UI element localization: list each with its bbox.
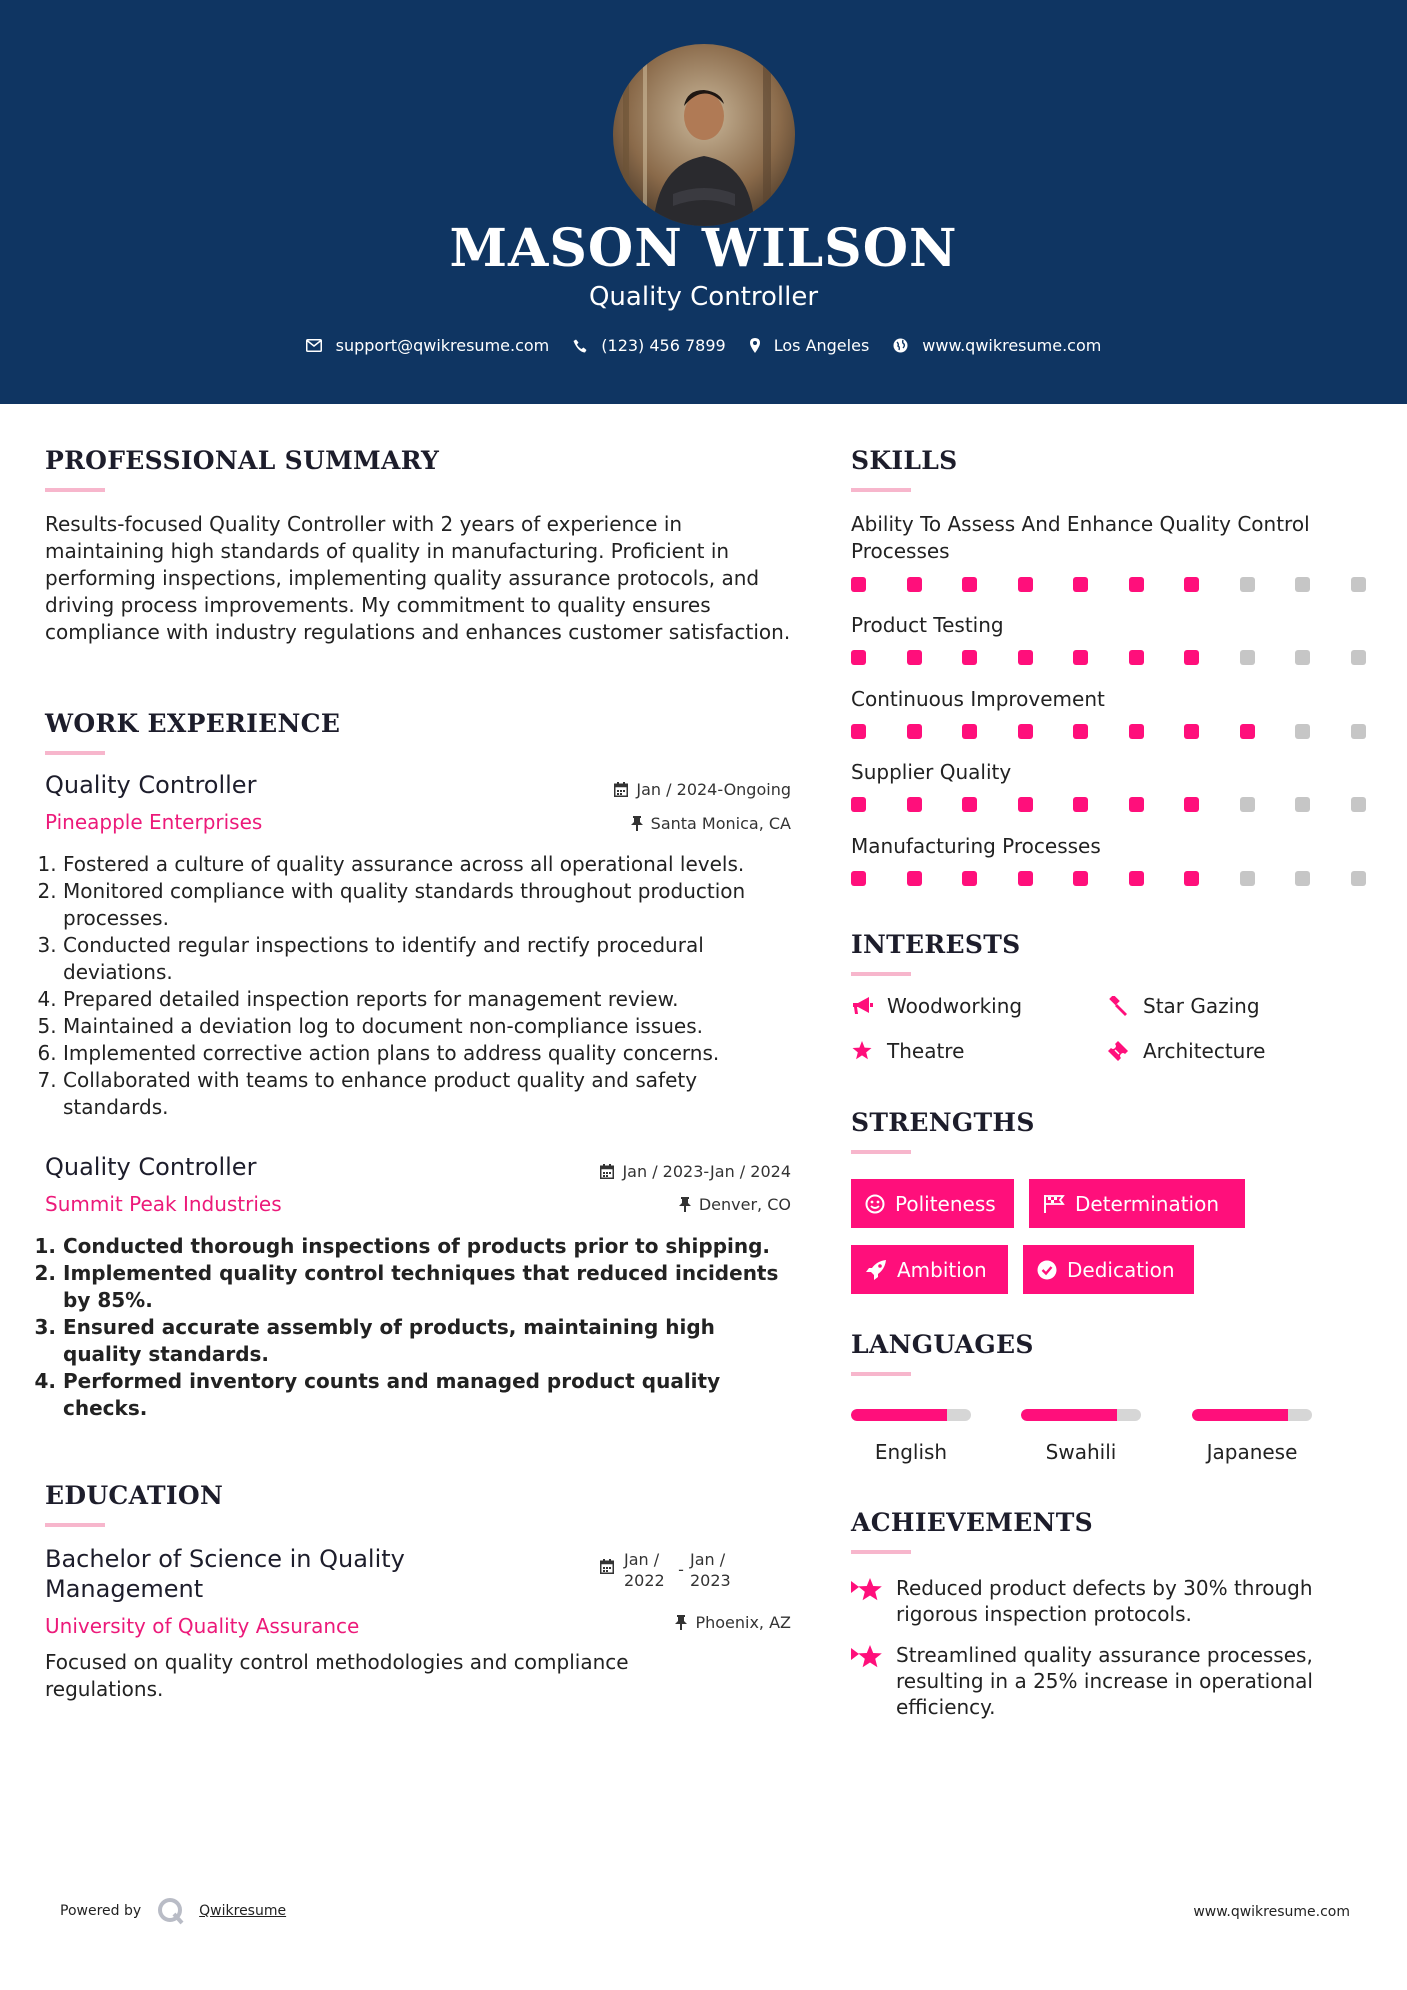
strength-label: Determination — [1075, 1191, 1220, 1216]
language-label: Japanese — [1206, 1440, 1298, 1464]
skill-dot — [851, 871, 866, 886]
skill-rating — [851, 797, 1406, 812]
strength-label: Ambition — [897, 1257, 987, 1282]
summary-text: Results-focused Quality Controller with 2 years of experience in maintaining high standards of quality in manufacturing. Proficient in performing inspections, implementing quality assurance protocols, and driving process improvements. My commitment to quality ensures compliance with industry regulations and enhances customer satisfaction. — [45, 512, 791, 644]
skills-heading: SKILLS — [851, 446, 958, 475]
languages-underline — [851, 1372, 911, 1376]
contact-email[interactable] — [306, 336, 550, 355]
skill-dot — [1240, 724, 1255, 739]
skill-dot — [1184, 577, 1199, 592]
education-date-start: Jan / 2022 — [624, 1550, 665, 1590]
language-level-fill — [1021, 1409, 1117, 1421]
strengths-underline — [851, 1150, 911, 1154]
strength-label: Dedication — [1067, 1257, 1175, 1282]
skill-dot — [1184, 724, 1199, 739]
degree-title: Bachelor of Science in Quality Management — [45, 1545, 405, 1603]
contact-phone-text: (123) 456 7899 — [601, 336, 726, 355]
strength-badge — [1029, 1179, 1245, 1228]
job-location — [540, 1195, 791, 1214]
star-icon — [851, 1041, 873, 1061]
skill-dot — [1240, 577, 1255, 592]
education-description: Focused on quality control methodologies and compliance regulations. — [45, 1650, 629, 1701]
skill-rating — [851, 724, 1406, 739]
profile-photo — [613, 44, 795, 226]
flag-icon — [1043, 1194, 1065, 1214]
school-name: University of Quality Assurance — [45, 1614, 360, 1638]
skill-dot — [1295, 797, 1310, 812]
job-date-text: Jan / 2024-Ongoing — [636, 780, 791, 799]
skill-rating — [851, 871, 1406, 886]
interest-label: Woodworking — [887, 994, 1023, 1018]
smile-icon — [865, 1194, 885, 1214]
skill-dot — [1073, 650, 1088, 665]
education-date-separator: - — [678, 1560, 684, 1579]
skill-name: Supplier Quality — [851, 760, 1012, 784]
achievement-text: Streamlined quality assurance processes, resulting in a 25% increase in operational efficiency. — [896, 1643, 1313, 1719]
experience-heading: WORK EXPERIENCE — [45, 709, 341, 738]
gavel-icon — [1107, 996, 1129, 1016]
list-item: 3. Conducted regular inspections to identify and rectify procedural deviations. — [63, 932, 805, 986]
achievement-item — [851, 1575, 1351, 1627]
interests-heading: INTERESTS — [851, 930, 1021, 959]
list-item: 4. Prepared detailed inspection reports for management review. — [63, 986, 805, 1013]
skill-dot — [907, 724, 922, 739]
star-medal-icon — [851, 1577, 884, 1603]
interests-underline — [851, 972, 911, 976]
company-name: Pineapple Enterprises — [45, 810, 263, 834]
envelope-icon — [306, 339, 322, 352]
job-date-text: Jan / 2023-Jan / 2024 — [622, 1162, 791, 1181]
language-level-bar — [1021, 1409, 1141, 1421]
skill-dot — [851, 650, 866, 665]
job-bullets — [45, 851, 805, 1121]
skill-dot — [1073, 577, 1088, 592]
candidate-name: MASON WILSON — [449, 218, 958, 279]
list-item: 1. Fostered a culture of quality assurance across all operational levels. — [63, 851, 805, 878]
languages-heading: LANGUAGES — [851, 1330, 1034, 1359]
skill-dot — [1018, 650, 1033, 665]
skill-dot — [1184, 650, 1199, 665]
pushpin-icon — [679, 1197, 691, 1212]
skill-name: Ability To Assess And Enhance Quality Control Processes — [851, 512, 1310, 563]
interest-label: Star Gazing — [1143, 994, 1260, 1018]
list-item: 4. Performed inventory counts and managed product quality checks. — [63, 1368, 795, 1422]
skill-dot — [907, 871, 922, 886]
brand-link[interactable]: Qwikresume — [199, 1903, 287, 1919]
education-date — [600, 1549, 738, 1591]
skill-dot — [1295, 650, 1310, 665]
strength-badge — [1023, 1245, 1194, 1294]
skill-dot — [1351, 650, 1366, 665]
job-date — [540, 780, 791, 799]
skill-dot — [907, 650, 922, 665]
skill-dot — [1351, 577, 1366, 592]
interest-label: Architecture — [1143, 1039, 1266, 1063]
skill-dot — [1295, 577, 1310, 592]
powered-by-text: Powered by — [60, 1903, 142, 1919]
pushpin-icon — [675, 1615, 687, 1630]
language-level-fill — [1192, 1409, 1288, 1421]
strength-label: Politeness — [895, 1191, 996, 1216]
skill-rating — [851, 577, 1406, 592]
skill-name: Continuous Improvement — [851, 687, 1105, 711]
calendar-icon — [614, 782, 628, 797]
company-name: Summit Peak Industries — [45, 1192, 282, 1216]
language-label: English — [874, 1440, 948, 1464]
skill-rating — [851, 650, 1406, 665]
education-heading: EDUCATION — [45, 1481, 224, 1510]
list-item: 6. Implemented corrective action plans to address quality concerns. — [63, 1040, 805, 1067]
list-item: 1. Conducted thorough inspections of products prior to shipping. — [63, 1233, 795, 1260]
resume-header — [0, 0, 1407, 404]
list-item: 5. Maintained a deviation log to document non-compliance issues. — [63, 1013, 805, 1040]
skill-dot — [962, 724, 977, 739]
map-marker-icon — [750, 338, 760, 353]
skill-dot — [1351, 797, 1366, 812]
job-bullets — [45, 1233, 795, 1422]
contact-location — [750, 336, 870, 355]
skill-dot — [1018, 577, 1033, 592]
pushpin-icon — [631, 816, 643, 831]
skill-dot — [1295, 871, 1310, 886]
skill-name: Manufacturing Processes — [851, 834, 1101, 858]
language-level-bar — [1192, 1409, 1312, 1421]
skill-dot — [1295, 724, 1310, 739]
summary-heading: PROFESSIONAL SUMMARY — [45, 446, 440, 475]
skill-dot — [851, 577, 866, 592]
job-location — [540, 814, 791, 833]
skill-dot — [907, 577, 922, 592]
education-date-end: Jan / 2023 — [690, 1550, 731, 1590]
skill-dot — [1073, 797, 1088, 812]
contact-phone[interactable] — [573, 336, 725, 355]
skill-dot — [1351, 871, 1366, 886]
ticket-icon — [1107, 1041, 1129, 1061]
achievement-item — [851, 1642, 1351, 1720]
contact-email-text: support@qwikresume.com — [335, 336, 550, 355]
interest-item — [1107, 1039, 1265, 1063]
skill-dot — [1240, 871, 1255, 886]
check-circle-icon — [1037, 1260, 1057, 1280]
calendar-icon — [600, 1559, 614, 1574]
skill-dot — [1240, 650, 1255, 665]
globe-icon — [893, 338, 908, 353]
bullhorn-icon — [851, 996, 873, 1016]
footer-website[interactable]: www.qwikresume.com — [1193, 1904, 1350, 1920]
list-item: 3. Ensured accurate assembly of products, maintaining high quality standards. — [63, 1314, 795, 1368]
list-item: 2. Monitored compliance with quality standards throughout production processes. — [63, 878, 805, 932]
achievement-text: Reduced product defects by 30% through rigorous inspection protocols. — [896, 1576, 1313, 1626]
summary-underline — [45, 488, 105, 492]
achievements-heading: ACHIEVEMENTS — [851, 1508, 1093, 1537]
skill-dot — [1018, 724, 1033, 739]
qwikresume-logo-icon — [157, 1897, 185, 1925]
language-level-bar — [851, 1409, 971, 1421]
interest-item — [851, 1039, 964, 1063]
skill-dot — [1129, 871, 1144, 886]
interest-label: Theatre — [887, 1039, 965, 1063]
rocket-icon — [865, 1260, 887, 1280]
star-medal-icon — [851, 1644, 884, 1670]
skill-dot — [1129, 724, 1144, 739]
interest-item — [851, 994, 1022, 1018]
job-location-text: Denver, CO — [698, 1195, 791, 1214]
skill-dot — [1129, 797, 1144, 812]
skill-dot — [1018, 797, 1033, 812]
interest-item — [1107, 994, 1260, 1018]
job-date — [540, 1162, 791, 1181]
language-label: Swahili — [1045, 1440, 1117, 1464]
skill-name: Product Testing — [851, 613, 1004, 637]
phone-icon — [573, 339, 587, 353]
skills-underline — [851, 488, 911, 492]
contact-website-text: www.qwikresume.com — [922, 336, 1102, 355]
footer-powered-by — [60, 1897, 286, 1925]
skill-dot — [1018, 871, 1033, 886]
skill-dot — [1129, 650, 1144, 665]
experience-underline — [45, 751, 105, 755]
calendar-icon — [600, 1164, 614, 1179]
education-location-text: Phoenix, AZ — [695, 1613, 791, 1632]
skill-dot — [962, 577, 977, 592]
contact-location-text: Los Angeles — [773, 336, 870, 355]
strengths-heading: STRENGTHS — [851, 1108, 1035, 1137]
list-item: 7. Collaborated with teams to enhance product quality and safety standards. — [63, 1067, 805, 1121]
skill-dot — [962, 871, 977, 886]
achievements-underline — [851, 1550, 911, 1554]
skill-dot — [1240, 797, 1255, 812]
skill-dot — [1184, 797, 1199, 812]
skill-dot — [1184, 871, 1199, 886]
skill-dot — [907, 797, 922, 812]
contact-bar — [0, 336, 1407, 355]
education-underline — [45, 1523, 105, 1527]
job-title: Quality Controller — [45, 1153, 257, 1181]
strength-badge — [851, 1179, 1014, 1228]
job-title: Quality Controller — [45, 771, 257, 799]
skill-dot — [962, 797, 977, 812]
contact-website[interactable] — [893, 336, 1101, 355]
list-item: 2. Implemented quality control techniques that reduced incidents by 85%. — [63, 1260, 795, 1314]
skill-dot — [1129, 577, 1144, 592]
skill-dot — [851, 724, 866, 739]
education-location — [560, 1613, 791, 1632]
strength-badge — [851, 1245, 1008, 1294]
language-level-fill — [851, 1409, 947, 1421]
skill-dot — [851, 797, 866, 812]
skill-dot — [1351, 724, 1366, 739]
skill-dot — [1073, 871, 1088, 886]
job-location-text: Santa Monica, CA — [650, 814, 791, 833]
skill-dot — [962, 650, 977, 665]
skill-dot — [1073, 724, 1088, 739]
candidate-title: Quality Controller — [588, 282, 819, 312]
